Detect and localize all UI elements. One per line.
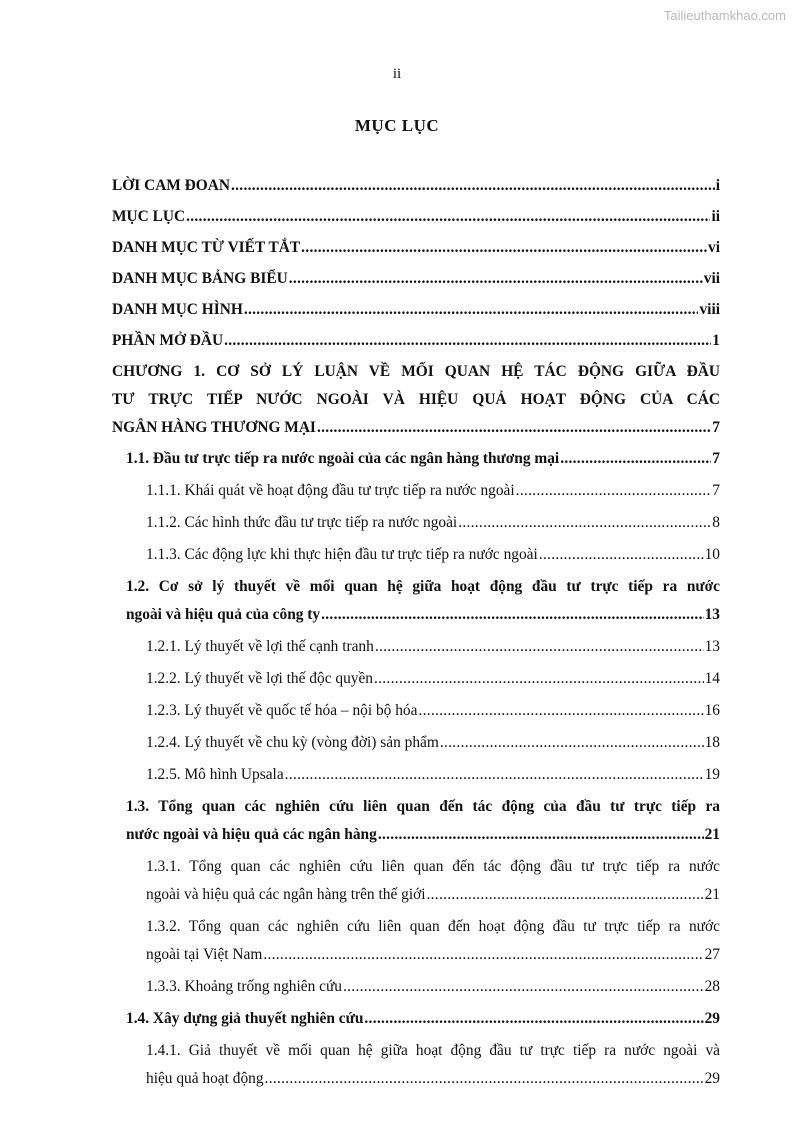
- toc-entry-page: 8: [712, 514, 720, 531]
- toc-entry-1-2-2[interactable]: [112, 665, 720, 693]
- toc-entry-1-2[interactable]: [112, 573, 720, 629]
- toc-entry-danh-muc-hinh[interactable]: [112, 296, 720, 324]
- toc-entry-1-4[interactable]: [112, 1005, 720, 1033]
- toc-entry-title: MỤC LỤC: [112, 208, 186, 225]
- toc-entry-page: 28: [704, 978, 720, 995]
- toc-entry-title: ngoài và hiệu quả các ngân hàng trên thế giới: [146, 886, 426, 903]
- leader-dots: [378, 821, 704, 849]
- toc-entry-title: hiệu quả hoạt động: [146, 1070, 264, 1087]
- toc-entry-page: 7: [712, 450, 720, 467]
- toc-entry-1-3-2[interactable]: [112, 913, 720, 969]
- leader-dots: [374, 665, 704, 693]
- toc-entry-title: NGÂN HÀNG THƯƠNG MẠI: [112, 419, 316, 436]
- page-number: ii: [392, 66, 402, 82]
- toc-entry-page: 7: [712, 419, 720, 436]
- leader-dots: [440, 729, 704, 757]
- toc-entry-loi-cam-doan[interactable]: [112, 172, 720, 200]
- toc-entry-line: 1.2. Cơ sở lý thuyết về mối quan hệ giữa hoạt động đầu tư trực tiếp ra nước: [126, 578, 720, 595]
- toc-entry-1-3-1[interactable]: [112, 853, 720, 909]
- toc-entry-title: nước ngoài và hiệu quả các ngân hàng: [126, 826, 377, 843]
- leader-dots: [418, 697, 703, 725]
- toc-entry-title: 1.2.5. Mô hình Upsala: [146, 766, 284, 783]
- toc-entry-page: i: [715, 177, 720, 194]
- toc-entry-title: 1.2.4. Lý thuyết về chu kỳ (vòng đời) sản phẩm: [146, 734, 439, 751]
- toc-entry-title: 1.1.1. Khái quát về hoạt động đầu tư trực tiếp ra nước ngoài: [146, 482, 515, 499]
- toc-entry-title: DANH MỤC TỪ VIẾT TẮT: [112, 239, 301, 256]
- leader-dots: [364, 1005, 703, 1033]
- toc-entry-1-2-5[interactable]: [112, 761, 720, 789]
- toc-entry-page: ii: [711, 208, 720, 225]
- toc-entry-1-1-2[interactable]: [112, 509, 720, 537]
- leader-dots: [285, 761, 704, 789]
- leader-dots: [265, 1065, 704, 1093]
- toc-entry-title: 1.4. Xây dựng giả thuyết nghiên cứu: [126, 1010, 364, 1027]
- toc-entry-page: 1: [712, 332, 720, 349]
- leader-dots: [375, 633, 704, 661]
- toc-entry-1-1-1[interactable]: [112, 477, 720, 505]
- toc-entry-page: vi: [708, 239, 720, 256]
- toc-entry-muc-luc[interactable]: [112, 203, 720, 231]
- toc-entry-title: LỜI CAM ĐOAN: [112, 177, 230, 194]
- toc-title: MỤC LỤC: [354, 116, 440, 135]
- toc-entry-title: ngoài và hiệu quả của công ty: [126, 606, 321, 623]
- leader-dots: [539, 541, 704, 569]
- toc-entry-page: 13: [704, 638, 720, 655]
- toc-entry-title: 1.2.1. Lý thuyết về lợi thế cạnh tranh: [146, 638, 374, 655]
- toc-entry-title: DANH MỤC BẢNG BIỂU: [112, 270, 288, 287]
- toc-entry-page: 21: [704, 886, 720, 903]
- leader-dots: [244, 296, 699, 324]
- toc-entry-line: CHƯƠNG 1. CƠ SỞ LÝ LUẬN VỀ MỐI QUAN HỆ TÁC ĐỘNG GIỮA ĐẦU: [112, 363, 720, 380]
- leader-dots: [224, 327, 711, 355]
- toc-entry-page: 10: [704, 546, 720, 563]
- leader-dots: [560, 445, 711, 473]
- table-of-contents: [112, 172, 720, 1097]
- toc-entry-line: 1.3.2. Tổng quan các nghiên cứu liên quan đến hoạt động đầu tư trực tiếp ra nước: [146, 918, 720, 935]
- toc-entry-page: 27: [704, 946, 720, 963]
- watermark: Tailieuthamkhao.com: [663, 8, 786, 23]
- toc-entry-1-3-3[interactable]: [112, 973, 720, 1001]
- toc-entry-page: 7: [712, 482, 720, 499]
- toc-entry-danh-muc-bang-bieu[interactable]: [112, 265, 720, 293]
- toc-entry-line: 1.3.1. Tổng quan các nghiên cứu liên quan đến tác động đầu tư trực tiếp ra nước: [146, 858, 720, 875]
- leader-dots: [427, 881, 704, 909]
- toc-entry-line: TƯ TRỰC TIẾP NƯỚC NGOÀI VÀ HIỆU QUẢ HOẠT ĐỘNG CỦA CÁC: [112, 391, 720, 408]
- toc-entry-line: 1.4.1. Giả thuyết về mối quan hệ giữa hoạt động đầu tư trực tiếp ra nước ngoài và: [146, 1042, 720, 1059]
- toc-entry-page: 18: [704, 734, 720, 751]
- toc-entry-page: 29: [704, 1070, 720, 1087]
- toc-entry-chuong-1[interactable]: [112, 358, 720, 442]
- toc-entry-title: 1.3.3. Khoảng trống nghiên cứu: [146, 978, 342, 995]
- toc-entry-page: 29: [704, 1010, 720, 1027]
- leader-dots: [516, 477, 712, 505]
- leader-dots: [317, 414, 711, 442]
- toc-entry-line: 1.3. Tổng quan các nghiên cứu liên quan đến tác động của đầu tư trực tiếp ra: [126, 798, 720, 815]
- leader-dots: [458, 509, 711, 537]
- toc-entry-page: 13: [704, 606, 720, 623]
- toc-entry-title: 1.1. Đầu tư trực tiếp ra nước ngoài của các ngân hàng thương mại: [126, 450, 560, 467]
- toc-entry-page: 19: [704, 766, 720, 783]
- toc-entry-title: ngoài tại Việt Nam: [146, 946, 263, 963]
- leader-dots: [263, 941, 703, 969]
- toc-entry-1-2-1[interactable]: [112, 633, 720, 661]
- toc-entry-page: vii: [703, 270, 720, 287]
- toc-entry-title: 1.2.2. Lý thuyết về lợi thế độc quyền: [146, 670, 373, 687]
- toc-entry-1-2-3[interactable]: [112, 697, 720, 725]
- leader-dots: [301, 234, 707, 262]
- toc-entry-page: 16: [704, 702, 720, 719]
- toc-entry-1-1[interactable]: [112, 445, 720, 473]
- toc-entry-danh-muc-tu-viet-tat[interactable]: [112, 234, 720, 262]
- toc-entry-1-4-1[interactable]: [112, 1037, 720, 1093]
- toc-entry-1-3[interactable]: [112, 793, 720, 849]
- toc-entry-title: 1.2.3. Lý thuyết về quốc tế hóa – nội bộ hóa: [146, 702, 418, 719]
- leader-dots: [343, 973, 704, 1001]
- toc-entry-title: DANH MỤC HÌNH: [112, 301, 243, 318]
- leader-dots: [289, 265, 703, 293]
- leader-dots: [231, 172, 715, 200]
- toc-entry-page: 14: [704, 670, 720, 687]
- toc-entry-page: 21: [704, 826, 720, 843]
- toc-entry-title: 1.1.3. Các động lực khi thực hiện đầu tư trực tiếp ra nước ngoài: [146, 546, 538, 563]
- toc-entry-1-1-3[interactable]: [112, 541, 720, 569]
- leader-dots: [186, 203, 710, 231]
- toc-entry-page: viii: [699, 301, 720, 318]
- toc-entry-1-2-4[interactable]: [112, 729, 720, 757]
- toc-entry-phan-mo-dau[interactable]: [112, 327, 720, 355]
- leader-dots: [321, 601, 703, 629]
- toc-entry-title: 1.1.2. Các hình thức đầu tư trực tiếp ra nước ngoài: [146, 514, 458, 531]
- toc-entry-title: PHẦN MỞ ĐẦU: [112, 332, 224, 349]
